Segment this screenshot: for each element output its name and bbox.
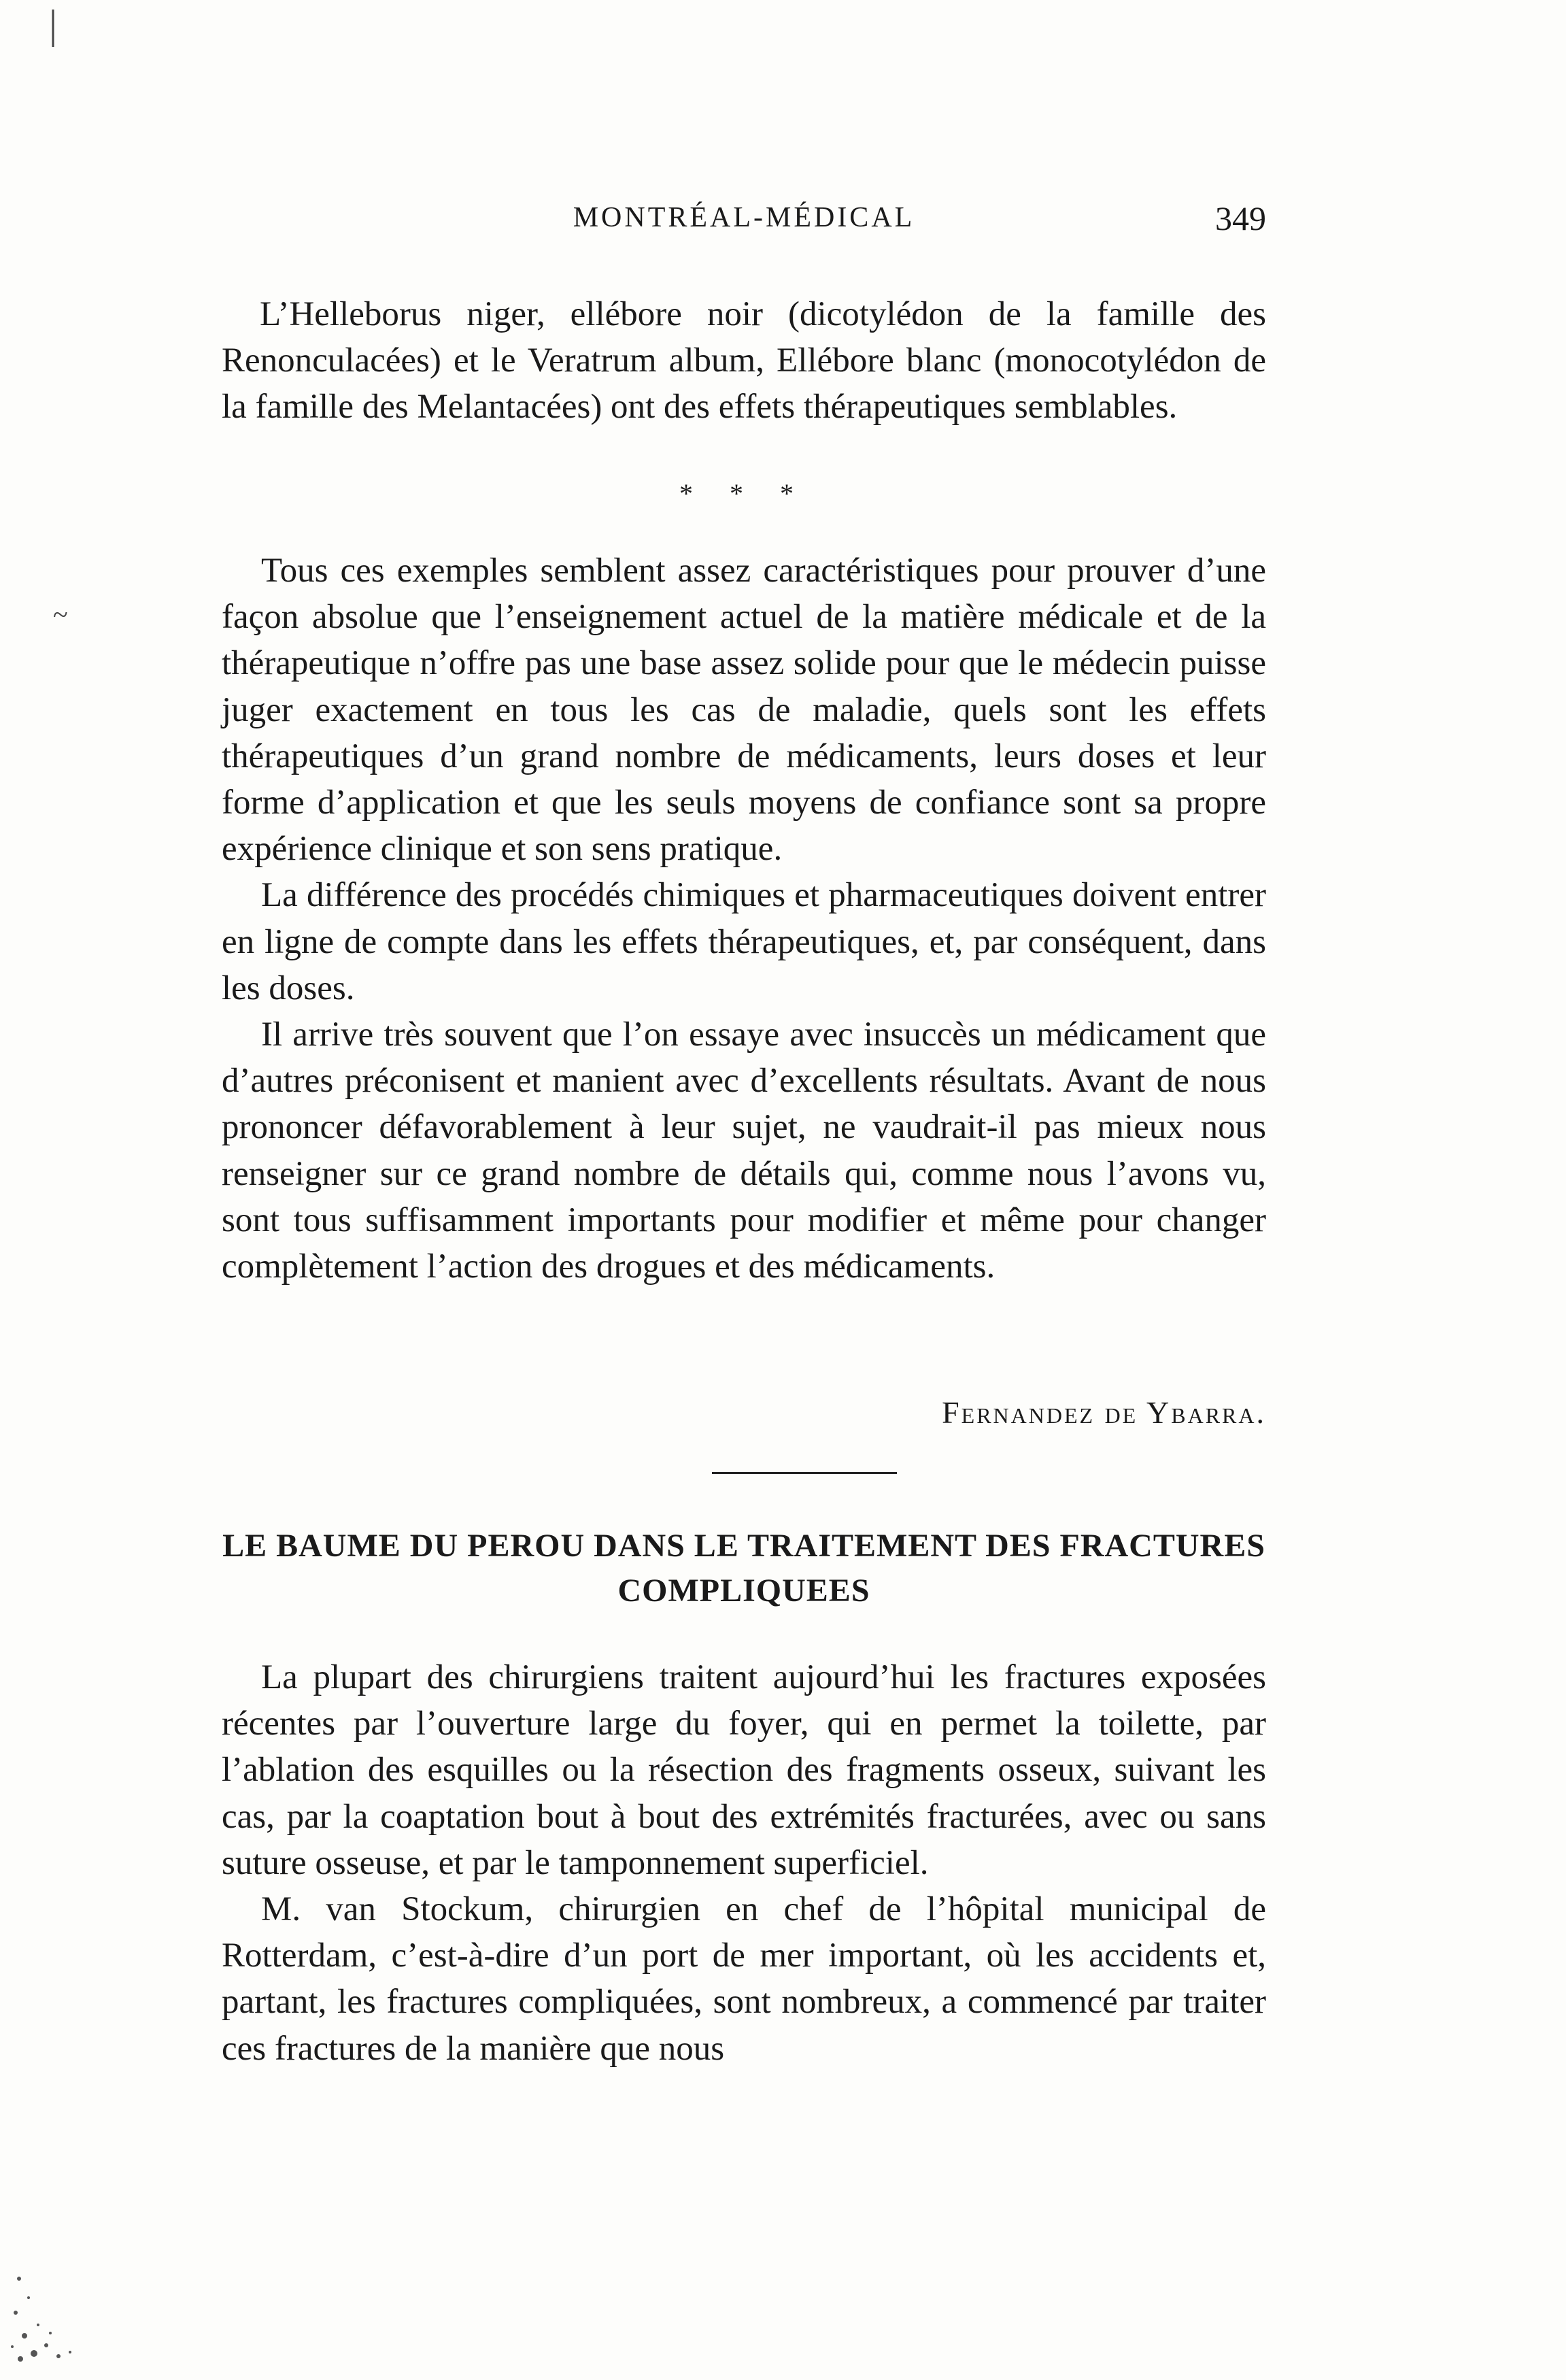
running-title: MONTRÉAL-MÉDICAL bbox=[573, 202, 915, 233]
paragraph: Tous ces exemples semblent assez caractéristiques pour prouver d’une façon absolue que l’enseignement actuel de la matière médicale et de la thérapeutique n’offre pas une base assez solide pour que le médecin puisse juger exactement en tous les cas de maladie, quels sont les effets thérapeutiques d’un grand nombre de médicaments, leurs doses et leur forme d’application et que les seuls moyens de confiance sont sa propre expérience clinique et son sens pratique. bbox=[222, 552, 1266, 869]
section-2-body bbox=[222, 548, 1266, 1290]
section-divider-rule bbox=[712, 1472, 897, 1474]
paragraph: La différence des procédés chimiques et pharmaceutiques doivent entrer en ligne de compte dans les effets thérapeutiques, et, par conséquent, dans les doses. bbox=[222, 876, 1266, 1007]
paragraph: M. van Stockum, chirurgien en chef de l’hôpital municipal de Rotterdam, c’est-à-dire d’un port de mer important, où les accidents et, partant, les fractures compliquées, sont nombreux, a commencé par traiter ces fractures de la manière que nous bbox=[222, 1890, 1266, 2068]
asterism: * * * bbox=[679, 478, 808, 509]
paragraph: Il arrive très souvent que l’on essaye avec insuccès un médicament que d’autres préconisent et manient avec d’excellents résultats. Avant de nous prononcer défavorablement à leur sujet, ne vaudrait-il pas mieux nous renseigner sur ce grand nombre de détails qui, comme nous l’avons vu, sont tous suffisamment importants pour modifier et même pour changer complètement l’action des drogues et des médicaments. bbox=[222, 1016, 1266, 1286]
article-body bbox=[222, 1654, 1266, 2072]
scan-speckle-decoration bbox=[5, 2265, 87, 2367]
paragraph: L’Helleborus niger, ellébore noir (dicotylédon de la famille des Renonculacées) et le Veratrum album, Ellébore blanc (monocotylédon de la famille des Melantacées) ont des effets thérapeutiques semblables. bbox=[222, 295, 1266, 426]
scan-margin-mark: | bbox=[49, 2, 58, 47]
section-1-body bbox=[222, 291, 1266, 431]
paragraph: La plupart des chirurgiens traitent aujourd’hui les fractures exposées récentes par l’ouverture large du foyer, qui en permet la toilette, par l’ablation des esquilles ou la résection des fragments osseux, suivant les cas, par la coaptation bout à bout des extrémités fracturées, avec ou sans suture osseuse, et par le tamponnement superficiel. bbox=[222, 1658, 1266, 1882]
page-number: 349 bbox=[1215, 199, 1266, 237]
scan-margin-mark: ~ bbox=[53, 599, 68, 630]
running-head bbox=[222, 201, 1266, 242]
author-signature: Fernandez de Ybarra. bbox=[942, 1395, 1266, 1430]
article-title: LE BAUME DU PEROU DANS LE TRAITEMENT DES FRACTURES COMPLIQUEES bbox=[222, 1528, 1265, 1609]
